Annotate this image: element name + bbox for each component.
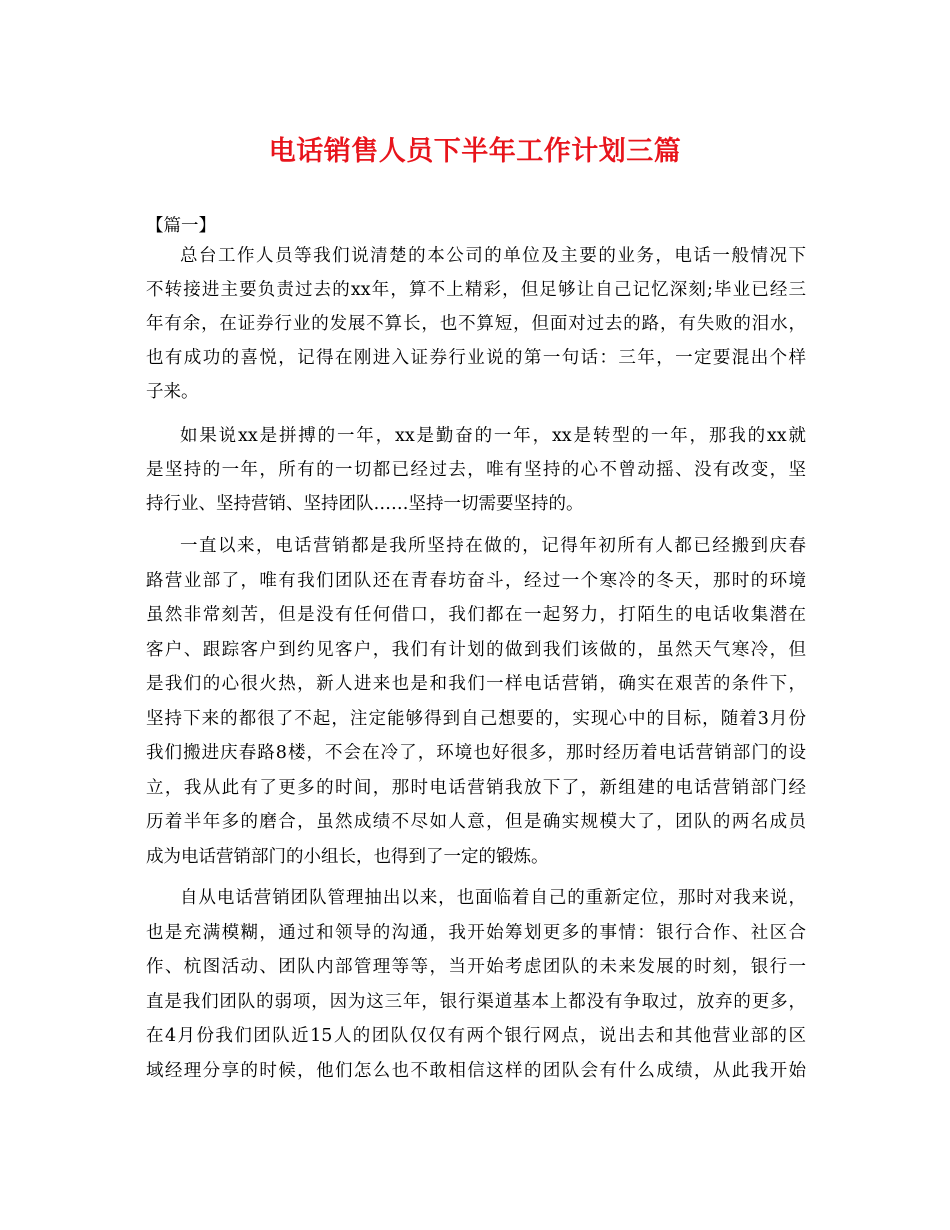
section-label: 【篇一】	[146, 216, 216, 236]
paragraph-line: 自从电话营销团队管理抽出以来，也面临着自己的重新定位，那时对我来说，	[180, 888, 806, 908]
paragraph-line: 是坚持的一年，所有的一切都已经过去，唯有坚持的心不曾动摇、没有改变，坚	[146, 460, 806, 480]
paragraph-line: 客户、跟踪客户到约见客户，我们有计划的做到我们该做的，虽然天气寒冷，但	[146, 640, 806, 660]
paragraph-line: 如果说xx是拼搏的一年，xx是勤奋的一年，xx是转型的一年，那我的xx就	[180, 426, 806, 446]
paragraph-line: 路营业部了，唯有我们团队还在青春坊奋斗，经过一个寒冷的冬天，那时的环境	[146, 571, 806, 591]
paragraph-line: 一直以来，电话营销都是我所坚持在做的，记得年初所有人都已经搬到庆春	[180, 536, 806, 556]
paragraph-line: 在4月份我们团队近15人的团队仅仅有两个银行网点，说出去和其他营业部的区	[146, 1026, 806, 1046]
document-title: 电话销售人员下半年工作计划三篇	[268, 136, 682, 167]
paragraph-line: 是我们的心很火热，新人进来也是和我们一样电话营销，确实在艰苦的条件下，	[146, 674, 806, 694]
paragraph-line: 也有成功的喜悦，记得在刚进入证券行业说的第一句话：三年，一定要混出个样	[146, 348, 806, 368]
paragraph-line: 坚持下来的都很了不起，注定能够得到自己想要的，实现心中的目标，随着3月份	[146, 709, 806, 729]
paragraph-line: 直是我们团队的弱项，因为这三年，银行渠道基本上都没有争取过，放弃的更多，	[146, 992, 806, 1012]
paragraph-line: 域经理分享的时候，他们怎么也不敢相信这样的团队会有什么成绩，从此我开始	[146, 1061, 806, 1081]
paragraph-line: 也是充满模糊，通过和领导的沟通，我开始筹划更多的事情：银行合作、社区合	[146, 923, 806, 943]
paragraph-line: 立，我从此有了更多的时间，那时电话营销我放下了，新组建的电话营销部门经	[146, 778, 806, 798]
paragraph-line: 子来。	[146, 382, 199, 402]
paragraph-line: 成为电话营销部门的小组长，也得到了一定的锻炼。	[146, 847, 549, 867]
paragraph-line: 总台工作人员等我们说清楚的本公司的单位及主要的业务，电话一般情况下	[180, 246, 806, 266]
paragraph-line: 我们搬进庆春路8楼，不会在冷了，环境也好很多，那时经历着电话营销部门的设	[146, 743, 806, 763]
paragraph-line: 作、杭图活动、团队内部管理等等，当开始考虑团队的未来发展的时刻，银行一	[146, 957, 806, 977]
paragraph-line: 历着半年多的磨合，虽然成绩不尽如人意，但是确实规模大了，团队的两名成员	[146, 812, 806, 832]
paragraph-line: 年有余，在证券行业的发展不算长，也不算短，但面对过去的路，有失败的泪水，	[146, 314, 806, 334]
paragraph-line: 虽然非常刻苦，但是没有任何借口，我们都在一起努力，打陌生的电话收集潜在	[146, 605, 806, 625]
paragraph-line: 不转接进主要负责过去的xx年，算不上精彩，但足够让自己记忆深刻;毕业已经三	[146, 280, 806, 300]
paragraph-line: 持行业、坚持营销、坚持团队……坚持一切需要坚持的。	[146, 494, 584, 514]
